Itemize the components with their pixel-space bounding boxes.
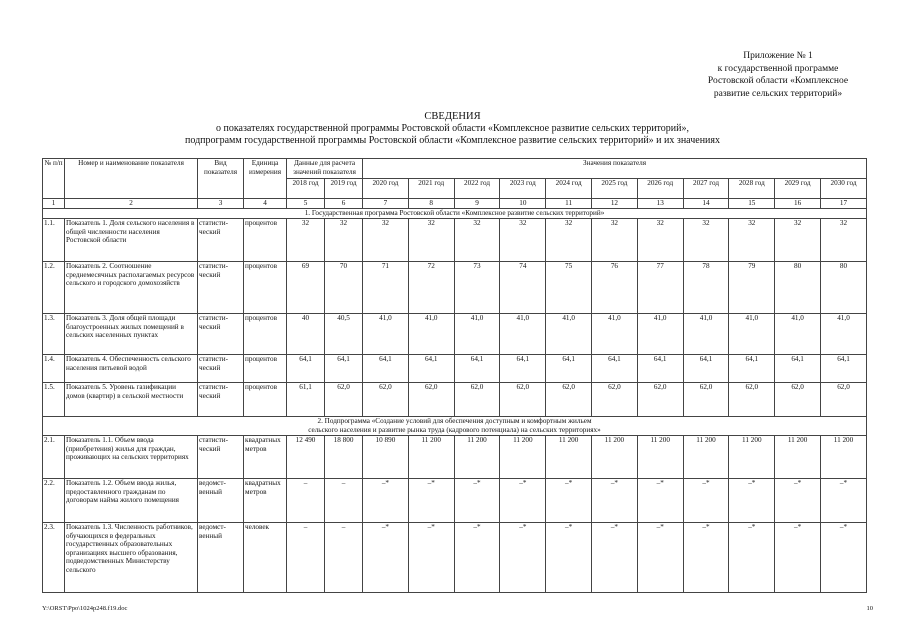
appendix-line: Приложение № 1 [743, 51, 813, 61]
indicator-value: 11 200 [683, 436, 729, 479]
year-header: 2029 год [775, 179, 821, 199]
indicator-value: –* [637, 523, 683, 593]
indicator-value: 64,1 [408, 355, 454, 383]
indicator-value: 80 [775, 262, 821, 314]
indicator-value: 62,0 [325, 383, 363, 417]
indicator-value: –* [408, 523, 454, 593]
indicator-value: – [287, 523, 325, 593]
indicator-value: 64,1 [287, 355, 325, 383]
column-number: 16 [775, 199, 821, 209]
indicator-type: ведомст-венный [198, 523, 244, 593]
indicator-value: 41,0 [408, 314, 454, 355]
indicator-value: 71 [363, 262, 409, 314]
header-type: Вид показателя [198, 159, 244, 199]
indicator-value: –* [775, 523, 821, 593]
indicator-value: 64,1 [683, 355, 729, 383]
title-subline: о показателях государственной программы Ростовской области «Комплексное развитие сельских территорий», [215, 123, 689, 134]
appendix-line: к государственной программе [717, 63, 839, 74]
indicator-unit: процентов [244, 383, 287, 417]
column-number: 15 [729, 199, 775, 209]
indicator-value: 11 200 [546, 436, 592, 479]
column-number: 17 [821, 199, 867, 209]
indicator-value: 11 200 [500, 436, 546, 479]
appendix-line: развитие сельских территорий» [713, 88, 843, 99]
indicator-value: 70 [325, 262, 363, 314]
indicator-value: 41,0 [821, 314, 867, 355]
table-row [43, 262, 867, 314]
indicator-value: 41,0 [546, 314, 592, 355]
indicator-name: Показатель 1. Доля сельского населения в общей численности населения Ростовской области [65, 219, 198, 262]
row-number: 2.2. [43, 479, 65, 523]
indicator-value: 64,1 [454, 355, 500, 383]
indicator-value: 74 [500, 262, 546, 314]
indicator-value: 62,0 [592, 383, 638, 417]
year-header: 2024 год [546, 179, 592, 199]
indicator-value: – [325, 523, 363, 593]
indicator-value: –* [821, 479, 867, 523]
indicator-name: Показатель 1.2. Объем ввода жилья, предоставленного гражданам по договорам найма жилого помещения [65, 479, 198, 523]
column-number: 2 [65, 199, 198, 209]
indicator-value: 77 [637, 262, 683, 314]
indicator-value: 78 [683, 262, 729, 314]
indicator-value: 32 [500, 219, 546, 262]
indicator-value: 32 [637, 219, 683, 262]
table-row [43, 436, 867, 479]
column-number: 11 [546, 199, 592, 209]
year-header: 2026 год [637, 179, 683, 199]
column-number: 10 [500, 199, 546, 209]
indicator-unit: процентов [244, 219, 287, 262]
indicator-value: –* [454, 523, 500, 593]
column-number: 7 [363, 199, 409, 209]
indicator-value: 41,0 [592, 314, 638, 355]
indicator-value: 41,0 [454, 314, 500, 355]
column-number: 5 [287, 199, 325, 209]
indicator-unit: квадратных метров [244, 479, 287, 523]
indicators-table [42, 158, 867, 593]
indicator-value: 41,0 [500, 314, 546, 355]
appendix-line: Ростовской области «Комплексное [707, 76, 849, 86]
indicator-value: 11 200 [775, 436, 821, 479]
table-row [43, 523, 867, 593]
indicator-value: 32 [408, 219, 454, 262]
column-number: 4 [244, 199, 287, 209]
indicator-value: 80 [821, 262, 867, 314]
indicator-value: 61,1 [287, 383, 325, 417]
year-header: 2018 год [287, 179, 325, 199]
column-number: 14 [683, 199, 729, 209]
indicator-name: Показатель 5. Уровень газификации домов (квартир) в сельской местности [65, 383, 198, 417]
indicator-value: –* [637, 479, 683, 523]
indicator-name: Показатель 1.1. Объем ввода (приобретения) жилья для граждан, проживающих на сельских территориях [65, 436, 198, 479]
indicator-value: 64,1 [592, 355, 638, 383]
indicator-type: статисти-ческий [198, 262, 244, 314]
row-number: 1.5. [43, 383, 65, 417]
indicator-value: 73 [454, 262, 500, 314]
column-number: 1 [43, 199, 65, 209]
indicator-value: 62,0 [821, 383, 867, 417]
indicator-value: 62,0 [546, 383, 592, 417]
appendix-note [693, 50, 863, 100]
indicator-type: статисти-ческий [198, 355, 244, 383]
header-name: Номер и наименование показателя [65, 159, 198, 199]
indicator-value: 79 [729, 262, 775, 314]
column-number: 8 [408, 199, 454, 209]
indicator-value: 32 [729, 219, 775, 262]
indicator-value: 41,0 [637, 314, 683, 355]
section-row [43, 417, 867, 436]
indicator-value: 32 [775, 219, 821, 262]
column-number: 12 [592, 199, 638, 209]
indicator-value: 62,0 [637, 383, 683, 417]
column-number: 3 [198, 199, 244, 209]
indicator-value: 11 200 [637, 436, 683, 479]
indicator-value: 41,0 [363, 314, 409, 355]
indicator-value: 18 800 [325, 436, 363, 479]
indicator-value: –* [363, 523, 409, 593]
indicator-value: 64,1 [500, 355, 546, 383]
indicator-unit: процентов [244, 355, 287, 383]
indicator-value: 11 200 [821, 436, 867, 479]
indicator-type: статисти-ческий [198, 436, 244, 479]
indicator-value: 72 [408, 262, 454, 314]
column-number: 13 [637, 199, 683, 209]
indicator-value: 64,1 [363, 355, 409, 383]
section-title [43, 209, 867, 219]
year-header: 2025 год [592, 179, 638, 199]
indicator-value: 32 [546, 219, 592, 262]
indicator-value: –* [592, 523, 638, 593]
indicator-value: 62,0 [500, 383, 546, 417]
table-row [43, 479, 867, 523]
indicator-value: –* [500, 479, 546, 523]
section-title-line: сельского населения и развитие рынка труда (кадрового потенциала) на сельских территориях» [308, 425, 601, 434]
header-calc: Данные для расчета значений показателя [287, 159, 363, 179]
indicator-value: –* [729, 479, 775, 523]
indicator-value: –* [775, 479, 821, 523]
indicator-value: 62,0 [454, 383, 500, 417]
indicator-value: 41,0 [683, 314, 729, 355]
row-number: 1.1. [43, 219, 65, 262]
indicator-name: Показатель 1.3. Численность работников, обучающихся в федеральных государственных образовательных организациях высшего образования, подведомственных Министерству сельского [65, 523, 198, 593]
section-title [43, 417, 867, 436]
year-header: 2021 год [408, 179, 454, 199]
indicator-value: –* [546, 479, 592, 523]
title-heading: СВЕДЕНИЯ [424, 111, 481, 122]
indicator-value: 75 [546, 262, 592, 314]
indicator-name: Показатель 4. Обеспеченность сельского населения питьевой водой [65, 355, 198, 383]
indicator-value: 41,0 [729, 314, 775, 355]
indicator-value: 64,1 [775, 355, 821, 383]
table-row [43, 314, 867, 355]
table-row [43, 355, 867, 383]
header-unit: Единица измерения [244, 159, 287, 199]
indicator-value: 41,0 [775, 314, 821, 355]
indicator-value: 62,0 [683, 383, 729, 417]
year-header: 2019 год [325, 179, 363, 199]
indicator-value: 32 [287, 219, 325, 262]
row-number: 2.3. [43, 523, 65, 593]
column-number: 6 [325, 199, 363, 209]
document-title [0, 111, 905, 147]
column-number: 9 [454, 199, 500, 209]
indicator-value: 32 [821, 219, 867, 262]
year-header: 2028 год [729, 179, 775, 199]
indicator-unit: процентов [244, 314, 287, 355]
indicator-value: 32 [683, 219, 729, 262]
indicator-value: –* [729, 523, 775, 593]
section-title-line: 1. Государственная программа Ростовской области «Комплексное развитие сельских территорий» [304, 209, 605, 217]
indicator-value: 32 [325, 219, 363, 262]
indicator-value: 62,0 [775, 383, 821, 417]
row-number: 1.4. [43, 355, 65, 383]
page-number: 10 [866, 605, 873, 612]
indicator-value: –* [408, 479, 454, 523]
header-num: № п/п [43, 159, 65, 199]
year-header: 2023 год [500, 179, 546, 199]
indicator-value: 62,0 [363, 383, 409, 417]
indicator-value: –* [363, 479, 409, 523]
header-row [43, 159, 867, 179]
indicator-value: 32 [592, 219, 638, 262]
indicator-value: 11 200 [592, 436, 638, 479]
indicator-value: 40 [287, 314, 325, 355]
year-header: 2030 год [821, 179, 867, 199]
indicator-value: 64,1 [546, 355, 592, 383]
indicator-value: 62,0 [729, 383, 775, 417]
indicator-type: статисти-ческий [198, 314, 244, 355]
indicator-value: 10 890 [363, 436, 409, 479]
indicator-value: 62,0 [408, 383, 454, 417]
year-header: 2020 год [363, 179, 409, 199]
indicator-value: 64,1 [729, 355, 775, 383]
title-subline: подпрограмм государственной программы Ростовской области «Комплексное развитие сельских территорий» и их значениях [185, 135, 720, 146]
table-row [43, 383, 867, 417]
indicator-value: –* [683, 479, 729, 523]
indicator-value: 11 200 [729, 436, 775, 479]
row-number: 2.1. [43, 436, 65, 479]
indicator-value: –* [454, 479, 500, 523]
indicator-name: Показатель 2. Соотношение среднемесячных располагаемых ресурсов сельского и городского домохозяйств [65, 262, 198, 314]
indicator-type: статисти-ческий [198, 219, 244, 262]
table-row [43, 219, 867, 262]
year-header: 2027 год [683, 179, 729, 199]
indicator-value: 12 490 [287, 436, 325, 479]
indicator-value: 11 200 [408, 436, 454, 479]
year-header: 2022 год [454, 179, 500, 199]
indicator-value: –* [683, 523, 729, 593]
indicator-value: 76 [592, 262, 638, 314]
row-number: 1.2. [43, 262, 65, 314]
indicator-unit: процентов [244, 262, 287, 314]
indicator-value: –* [592, 479, 638, 523]
indicator-value: 32 [454, 219, 500, 262]
indicator-value: – [325, 479, 363, 523]
file-path: Y:\ORST\Ppo\1024p248.f19.doc [42, 605, 128, 612]
section-title-line: 2. Подпрограмма «Создание условий для обеспечения доступным и комфортным жильем [317, 417, 592, 425]
indicator-value: –* [821, 523, 867, 593]
indicator-value: 69 [287, 262, 325, 314]
section-row [43, 209, 867, 219]
indicator-unit: квадратных метров [244, 436, 287, 479]
colnum-row [43, 199, 867, 209]
header-values: Значения показателя [363, 159, 867, 179]
indicator-value: 40,5 [325, 314, 363, 355]
row-number: 1.3. [43, 314, 65, 355]
indicator-name: Показатель 3. Доля общей площади благоустроенных жилых помещений в сельских населенных пунктах [65, 314, 198, 355]
indicator-value: –* [546, 523, 592, 593]
indicator-value: – [287, 479, 325, 523]
indicator-value: 64,1 [325, 355, 363, 383]
indicator-type: ведомст-венный [198, 479, 244, 523]
indicator-unit: человек [244, 523, 287, 593]
indicator-value: 64,1 [821, 355, 867, 383]
indicator-value: 32 [363, 219, 409, 262]
indicator-value: 64,1 [637, 355, 683, 383]
indicator-value: 11 200 [454, 436, 500, 479]
indicator-value: –* [500, 523, 546, 593]
indicator-type: статисти-ческий [198, 383, 244, 417]
